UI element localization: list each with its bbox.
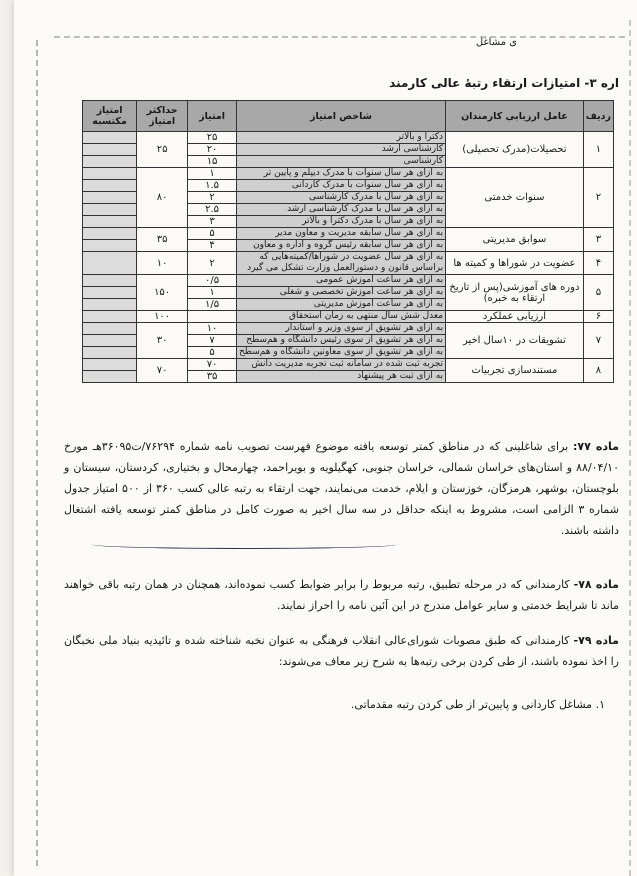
handwritten-underline — [92, 540, 397, 549]
factor-cell: تحصیلات(مدرک تحصیلی) — [446, 132, 584, 168]
row-number-cell: ۵ — [583, 275, 613, 311]
earned-score-cell — [83, 359, 137, 371]
criterion-cell: به ازای هر سال با مدرک کارشناسی ارشد — [237, 204, 446, 216]
earned-score-cell — [83, 216, 137, 228]
list-item-1: ۱. مشاغل کاردانی و پایین‌تر از طی کردن رتبه مقدماتی. — [350, 698, 605, 711]
score-cell: ۱ — [188, 168, 237, 180]
row-number-cell: ۷ — [583, 323, 613, 359]
criterion-cell: به ازای هر سال با مدرک کارشناسی — [237, 192, 446, 204]
earned-score-cell — [83, 287, 137, 299]
score-table — [82, 100, 614, 383]
earned-score-cell — [83, 299, 137, 311]
header-cell: شاخص امتیاز — [237, 101, 446, 132]
criterion-cell: کارشناسی ارشد — [237, 144, 446, 156]
earned-score-cell — [83, 168, 137, 180]
earned-score-cell — [83, 252, 137, 275]
criterion-cell: به ازای ثبت هر پیشنهاد — [237, 371, 446, 383]
earned-score-cell — [83, 335, 137, 347]
factor-cell: سوابق مدیریتی — [446, 228, 584, 252]
article-77 — [64, 436, 619, 541]
top-dashed-border — [54, 36, 625, 38]
criterion-cell: به ازای هر تشویق از سوی رئیس دانشگاه و هم‌سطح — [237, 335, 446, 347]
article-79-text: کارمندانی که طبق مصوبات شورای‌عالی انقلاب فرهنگی به عنوان نخبه شناخته شده و تائیدیه بنیاد ملی نخبگان را اخذ نموده باشند، از طی کردن برخی رتبه‌ها به شرح زیر معاف می‌شوند: — [64, 634, 619, 668]
earned-score-cell — [83, 228, 137, 240]
score-cell: ۱ — [188, 287, 237, 299]
right-dashed-border — [629, 20, 631, 876]
score-cell — [188, 311, 237, 323]
criterion-cell: دکترا و بالاتر — [237, 132, 446, 144]
max-score-cell: ۲۵ — [137, 132, 188, 168]
article-79-label: ماده ۷۹- — [573, 634, 619, 647]
factor-cell: تشویقات در ۱۰سال اخیر — [446, 323, 584, 359]
row-number-cell: ۳ — [583, 228, 613, 252]
max-score-cell: ۷۰ — [137, 359, 188, 383]
factor-cell: مستندسازی تجربیات — [446, 359, 584, 383]
score-cell: ۴ — [188, 240, 237, 252]
table-row — [83, 132, 614, 144]
criterion-cell: به ازای هر ساعت آموزش تخصصی و شغلی — [237, 287, 446, 299]
earned-score-cell — [83, 144, 137, 156]
criterion-cell: به ازای هر سال سابقه رئیس گروه و اداره و معاون — [237, 240, 446, 252]
header-cell: ردیف — [583, 101, 613, 132]
row-number-cell: ۴ — [583, 252, 613, 275]
score-cell: ۵ — [188, 347, 237, 359]
max-score-cell: ۱۰ — [137, 252, 188, 275]
table-row — [83, 168, 614, 180]
score-cell: ۰/۵ — [188, 275, 237, 287]
table-header-row — [83, 101, 614, 132]
factor-cell: دوره های آموزشی(پس از تاریخ ارتقاء به خبره) — [446, 275, 584, 311]
header-cell: امتیاز مکتسبه — [83, 101, 137, 132]
article-77-label: ماده ۷۷: — [572, 440, 619, 453]
score-cell: ۲ — [188, 252, 237, 275]
score-cell: ۲۰ — [188, 144, 237, 156]
table-body — [83, 132, 614, 383]
row-number-cell: ۲ — [583, 168, 613, 228]
page-header: ی مشاغل — [475, 37, 517, 48]
score-cell: ۲.۵ — [188, 204, 237, 216]
criterion-cell: به ازای هر سال با مدرک دکترا و بالاتر — [237, 216, 446, 228]
score-cell: ۳ — [188, 216, 237, 228]
criterion-cell: به ازای هر ساعت آموزش عمومی — [237, 275, 446, 287]
article-78-text: کارمندانی که در مرحله تطبیق، رتبه مربوط را برابر ضوابط کسب نموده‌اند، همچنان در همان رتبه باقی خواهند ماند تا شرایط خدمتی و سایر عوامل مندرج در این آئین نامه را احراز نمایند. — [64, 578, 619, 612]
criterion-cell: معدل شش سال منتهی به زمان استحقاق — [237, 311, 446, 323]
table-row — [83, 323, 614, 335]
earned-score-cell — [83, 240, 137, 252]
criterion-cell: به ازای هر سال سنوات با مدرک کاردانی — [237, 180, 446, 192]
table-row — [83, 275, 614, 287]
earned-score-cell — [83, 192, 137, 204]
score-cell: ۷ — [188, 335, 237, 347]
earned-score-cell — [83, 132, 137, 144]
score-cell: ۱/۵ — [188, 299, 237, 311]
score-cell: ۱۰ — [188, 323, 237, 335]
max-score-cell: ۳۵ — [137, 228, 188, 252]
row-number-cell: ۱ — [583, 132, 613, 168]
table-title: اره ۳- امتیازات ارتقاء رتبۀ عالی کارمند — [389, 76, 619, 90]
earned-score-cell — [83, 347, 137, 359]
earned-score-cell — [83, 311, 137, 323]
row-number-cell: ۶ — [583, 311, 613, 323]
factor-cell: ارزیابی عملکرد — [446, 311, 584, 323]
factor-cell: عضویت در شوراها و کمیته ها — [446, 252, 584, 275]
max-score-cell: ۸۰ — [137, 168, 188, 228]
criterion-cell: به ازای هر سال سنوات با مدرک دیپلم و پایین تر — [237, 168, 446, 180]
criterion-cell: کارشناسی — [237, 156, 446, 168]
criterion-cell: به ازای هر تشویق از سوی معاونین دانشگاه و هم‌سطح — [237, 347, 446, 359]
criterion-cell: به ازای هر سال سابقه مدیریت و معاون مدیر — [237, 228, 446, 240]
header-cell: حداکثر امتیاز — [137, 101, 188, 132]
earned-score-cell — [83, 371, 137, 383]
score-cell: ۲۵ — [188, 132, 237, 144]
factor-cell: سنوات خدمتی — [446, 168, 584, 228]
max-score-cell: ۱۵۰ — [137, 275, 188, 311]
earned-score-cell — [83, 275, 137, 287]
row-number-cell: ۸ — [583, 359, 613, 383]
criterion-cell: به ازای هر ساعت آموزش مدیریتی — [237, 299, 446, 311]
earned-score-cell — [83, 180, 137, 192]
score-cell: ۱۵ — [188, 156, 237, 168]
table-row — [83, 359, 614, 371]
earned-score-cell — [83, 156, 137, 168]
article-79 — [64, 630, 619, 672]
score-cell: ۲ — [188, 192, 237, 204]
score-cell: ۳۵ — [188, 371, 237, 383]
header-cell: امتیاز — [188, 101, 237, 132]
max-score-cell: ۱۰۰ — [137, 311, 188, 323]
criterion-cell: به ازای هر تشویق از سوی وزیر و استاندار — [237, 323, 446, 335]
score-cell: ۷۰ — [188, 359, 237, 371]
criterion-cell: به ازای هر سال عضویت در شوراها/کمیته‌هایی که براساس قانون و دستورالعمل وزارت تشکل می گیرد — [237, 252, 446, 275]
table-row — [83, 252, 614, 275]
article-78-label: ماده ۷۸- — [573, 578, 619, 591]
article-78 — [64, 574, 619, 616]
max-score-cell: ۳۰ — [137, 323, 188, 359]
table-row — [83, 228, 614, 240]
earned-score-cell — [83, 323, 137, 335]
article-77-text: برای شاغلینی که در مناطق کمتر توسعه یافته موضوع فهرست تصویب نامه شماره ۷۶۲۹۴/ت۳۶۰۹۵هـ مورخ ۸۸/۰۴/۱۰ و استان‌های خراسان شمالی، خراسان جنوبی، کهگیلویه و بویراحمد، چهارمحال و بختیاری، کردستان، سیستان و بلوچستان، بوشهر، هرمزگان، خوزستان و ایلام، خدمت می‌نمایند، جهت ارتقاء به رتبه عالی کسب ۳۶۰ از ۵۰۰ امتیاز جدول شماره ۳ الزامی است، مشروط به اینکه حداقل در سه سال اخیر به صورت کامل در مناطق کمتر توسعه یافته اشتغال داشته باشند. — [64, 440, 620, 537]
criterion-cell: تجربه ثبت شده در سامانه ثبت تجربه مدیریت دانش — [237, 359, 446, 371]
left-dashed-border — [36, 40, 38, 866]
table-row — [83, 311, 614, 323]
score-cell: ۵ — [188, 228, 237, 240]
header-cell: عامل ارزیابی کارمندان — [446, 101, 584, 132]
earned-score-cell — [83, 204, 137, 216]
score-cell: ۱.۵ — [188, 180, 237, 192]
